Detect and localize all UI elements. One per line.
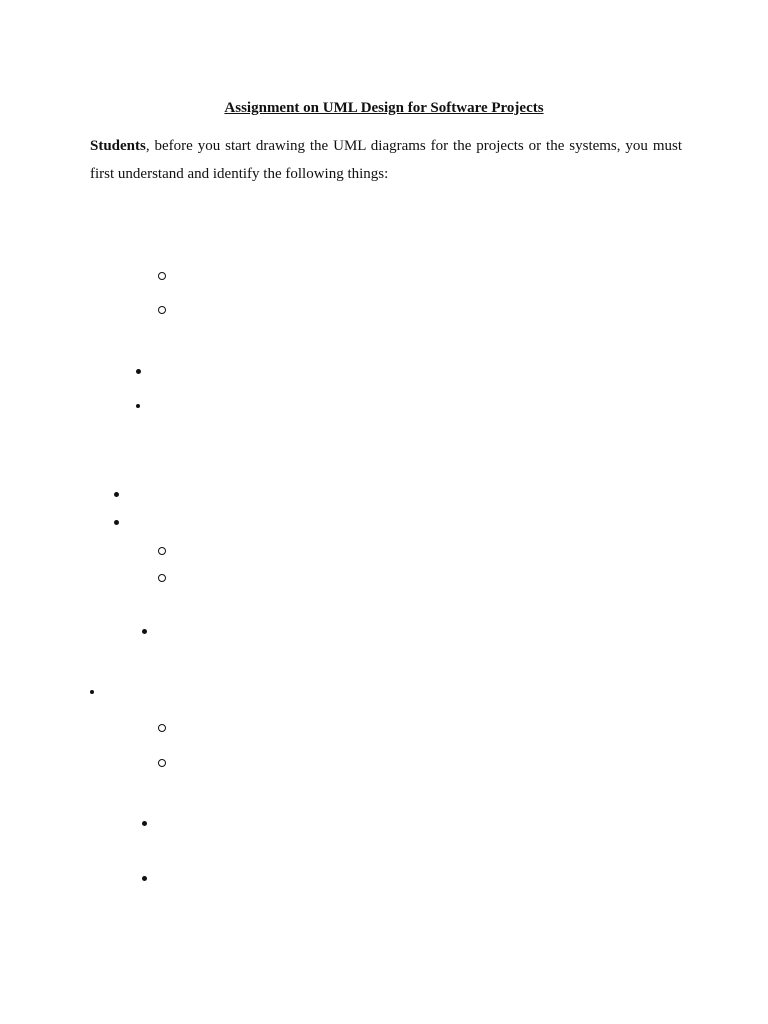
- list-marker-bullet: [114, 520, 119, 525]
- list-marker-bullet: [136, 404, 140, 408]
- document-title: Assignment on UML Design for Software Projects: [224, 100, 544, 116]
- intro-text: , before you start drawing the UML diagrams for the projects or the systems, you must first understand and identify the following things:: [90, 138, 682, 182]
- list-marker-bullet: [142, 629, 147, 634]
- list-marker-hollow: [158, 547, 166, 555]
- intro-paragraph: [90, 132, 682, 188]
- list-marker-hollow: [158, 272, 166, 280]
- list-marker-hollow: [158, 574, 166, 582]
- list-marker-hollow: [158, 724, 166, 732]
- list-marker-hollow: [158, 759, 166, 767]
- list-marker-hollow: [158, 306, 166, 314]
- intro-bold-word: Students: [90, 138, 146, 154]
- list-marker-bullet: [142, 821, 147, 826]
- list-marker-bullet: [114, 492, 119, 497]
- list-marker-bullet: [142, 876, 147, 881]
- list-marker-bullet: [90, 690, 94, 694]
- list-marker-bullet: [136, 369, 141, 374]
